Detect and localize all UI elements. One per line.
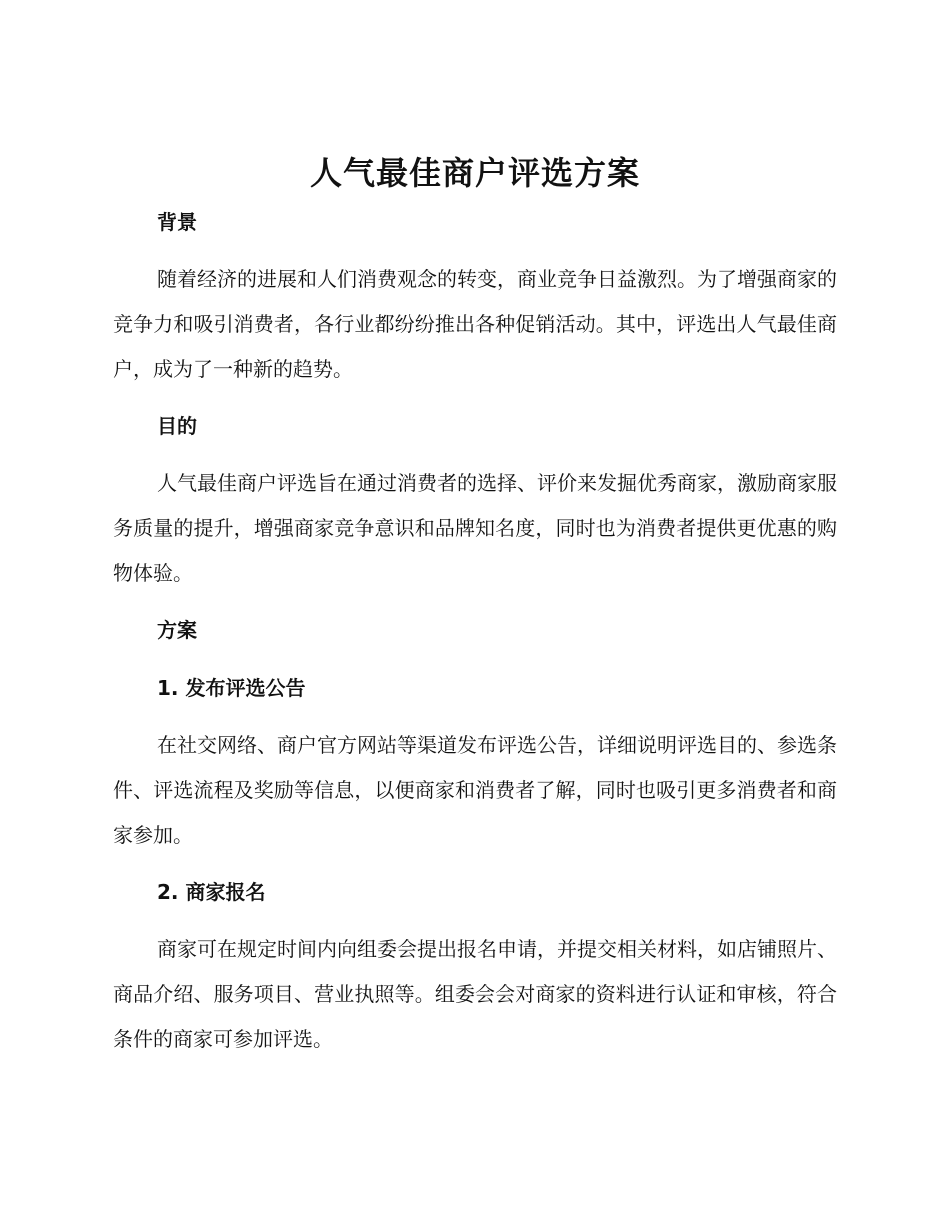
plan-step-body-2: 商家可在规定时间内向组委会提出报名申请，并提交相关材料，如店铺照片、商品介绍、服务项目、营业执照等。组委会会对商家的资料进行认证和审核，符合条件的商家可参加评选。: [113, 937, 837, 1051]
section-body-purpose: 人气最佳商户评选旨在通过消费者的选择、评价来发掘优秀商家，激励商家服务质量的提升，增强商家竞争意识和品牌知名度，同时也为消费者提供更优惠的购物体验。: [113, 471, 837, 585]
plan-step-body-1: 在社交网络、商户官方网站等渠道发布评选公告，详细说明评选目的、参选条件、评选流程及奖励等信息，以便商家和消费者了解，同时也吸引更多消费者和商家参加。: [113, 733, 837, 847]
plan-step-heading-2: 2. 商家报名: [157, 880, 266, 904]
plan-step-heading-1: 1. 发布评选公告: [157, 676, 306, 700]
section-body-background: 随着经济的进展和人们消费观念的转变，商业竞争日益激烈。为了增强商家的竞争力和吸引消费者，各行业都纷纷推出各种促销活动。其中，评选出人气最佳商户，成为了一种新的趋势。: [113, 267, 837, 381]
document-title: 人气最佳商户评选方案: [309, 154, 640, 192]
section-heading-purpose: 目的: [157, 414, 197, 438]
section-heading-background: 背景: [157, 210, 197, 234]
section-heading-plan: 方案: [157, 618, 197, 642]
